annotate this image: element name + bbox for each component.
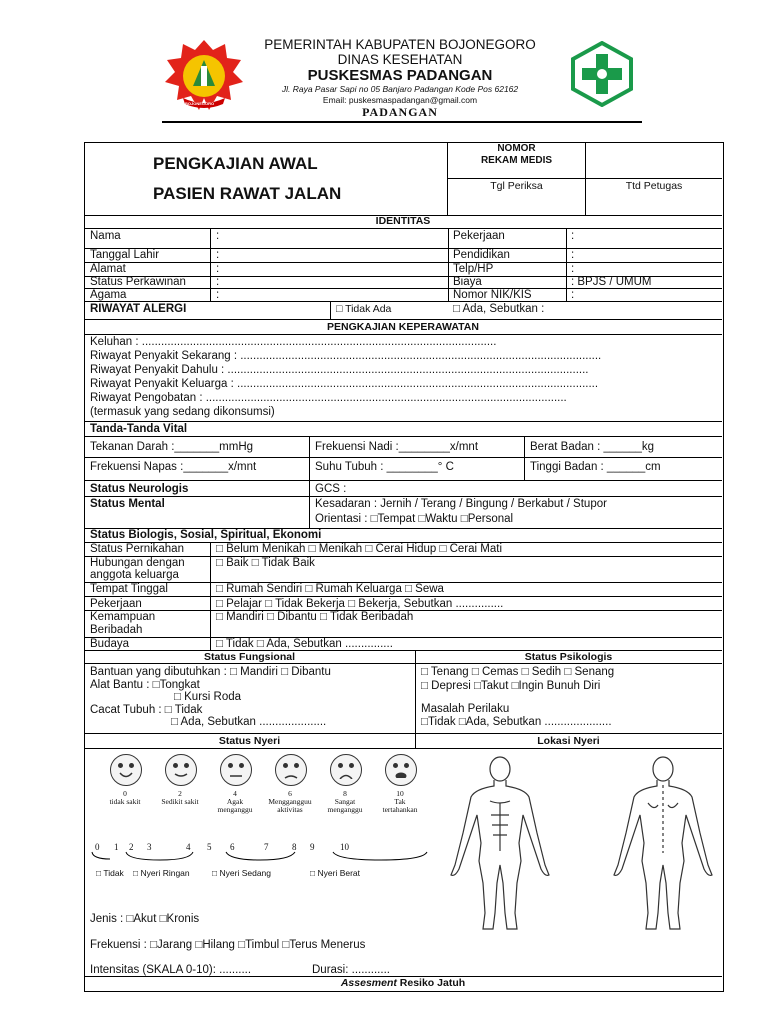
pengobatan-note: (termasuk yang sedang dikonsumsi): [90, 406, 275, 418]
bantuan-options[interactable]: Bantuan yang dibutuhkan : □ Mandiri □ Dibantu: [90, 666, 331, 678]
face-label-10: Tak tertahankan: [382, 797, 418, 814]
tanggal-lahir-label: Tanggal Lahir: [90, 249, 160, 261]
header-line2: DINAS KESEHATAN: [337, 52, 463, 67]
alergi-tidak-checkbox[interactable]: □ Tidak Ada: [336, 303, 392, 315]
cacat-tubuh-options[interactable]: Cacat Tubuh : □ Tidak: [90, 704, 203, 716]
pendidikan-field[interactable]: :: [571, 249, 575, 261]
kursi-roda-checkbox[interactable]: □ Kursi Roda: [174, 691, 242, 703]
face-label-2: Sedikit sakit: [161, 797, 199, 806]
kesadaran-options[interactable]: Kesadaran : Jernih / Terang / Bingung / Berkabut / Stupor: [315, 498, 607, 510]
scale-num: 4: [186, 842, 191, 852]
riwayat-keluarga-line[interactable]: Riwayat Penyakit Keluarga : .................................................................................................................: [90, 378, 599, 390]
status-perkawinan-label: Status Perkawinan: [90, 276, 186, 288]
scale-num: 0: [95, 842, 100, 852]
nik-label: Nomor NIK/KIS: [453, 289, 532, 301]
rule: [84, 748, 722, 749]
face-num-4: 4: [233, 789, 237, 798]
biaya-label: Biaya: [453, 276, 482, 288]
face-icon-0: [110, 754, 142, 786]
rule: [84, 228, 722, 229]
footer-resiko-jatuh: Resiko Jatuh: [396, 977, 466, 989]
face-icon-6: [275, 754, 307, 786]
masalah-perilaku-label: Masalah Perilaku: [421, 703, 510, 715]
id-col1: [210, 228, 211, 301]
rule-v: [309, 480, 310, 528]
ibadah-label: Kemampuan: [90, 611, 156, 623]
rule: [84, 637, 722, 638]
rule: [84, 421, 722, 422]
masalah-perilaku-options[interactable]: □Tidak □Ada, Sebutkan .....................: [421, 716, 612, 728]
durasi-field[interactable]: Durasi: ............: [312, 964, 390, 976]
tanggal-lahir-field[interactable]: :: [216, 249, 220, 261]
rule: [84, 334, 722, 335]
neurologis-label: Status Neurologis: [90, 483, 189, 495]
rule: [84, 301, 722, 302]
rule: [84, 319, 722, 320]
riwayat-sekarang-line[interactable]: Riwayat Penyakit Sekarang : .................................................................................................................: [90, 350, 602, 362]
nomor-rm-field[interactable]: [586, 143, 721, 177]
id-col2: [448, 228, 449, 301]
hubungan-keluarga-label: Hubungan dengan: [90, 557, 185, 569]
pekerjaan-bio-label: Pekerjaan: [90, 598, 142, 610]
nyeri-berat-checkbox[interactable]: □ Nyeri Berat: [310, 868, 361, 878]
alat-bantu-options[interactable]: Alat Bantu : □Tongkat: [90, 679, 200, 691]
face-num-8: 8: [343, 789, 347, 798]
pekerjaan-label: Pekerjaan: [453, 230, 505, 242]
budaya-label: Budaya: [90, 638, 130, 650]
pekerjaan-bio-options[interactable]: □ Pelajar □ Tidak Bekerja □ Bekerja, Sebutkan ...............: [216, 598, 504, 610]
pain-faces-scale: [96, 752, 426, 824]
orientasi-options[interactable]: Orientasi : □Tempat □Waktu □Personal: [315, 513, 514, 525]
tinggi-badan-field[interactable]: Tinggi Badan : ______cm: [530, 461, 661, 473]
gcs-field[interactable]: GCS :: [315, 483, 347, 495]
scale-num: 7: [264, 842, 269, 852]
nyeri-sedang-checkbox[interactable]: □ Nyeri Sedang: [212, 868, 271, 878]
id-col3: [566, 228, 567, 301]
alamat-label: Alamat: [90, 263, 126, 275]
seal-text: BOJONEGORO: [185, 101, 215, 106]
face-icon-8: [330, 754, 362, 786]
nik-field[interactable]: :: [571, 289, 575, 301]
header-sub: PADANGAN: [362, 105, 438, 119]
tempat-tinggal-options[interactable]: □ Rumah Sendiri □ Rumah Keluarga □ Sewa: [216, 583, 444, 595]
suhu-tubuh-field[interactable]: Suhu Tubuh : ________° C: [315, 461, 454, 473]
pekerjaan-field[interactable]: :: [571, 230, 575, 242]
tgl-periksa-label: Tgl Periksa: [490, 180, 543, 192]
rule: [84, 480, 722, 481]
title-hline: [447, 178, 722, 179]
nyeri-ringan-checkbox[interactable]: □ Nyeri Ringan: [133, 868, 190, 878]
face-label-6: Menggangguu aktivitas: [268, 797, 312, 814]
puskesmas-logo-icon: [569, 41, 635, 107]
header-divider: [162, 121, 642, 123]
face-label-0: tidak sakit: [109, 797, 141, 806]
nomor-label: NOMOR: [497, 143, 536, 154]
telp-field[interactable]: :: [571, 263, 575, 275]
face-num-6: 6: [288, 789, 292, 798]
scale-num: 1: [114, 842, 119, 852]
rekam-medis-label: REKAM MEDIS: [480, 155, 553, 166]
psikologis-options-2[interactable]: □ Depresi □Takut □Ingin Bunuh Diri: [421, 680, 601, 692]
pendidikan-label: Pendidikan: [453, 249, 510, 261]
scale-num: 10: [340, 842, 349, 852]
ttd-petugas-label: Ttd Petugas: [625, 180, 683, 192]
rule: [84, 457, 722, 458]
psikologis-options-1[interactable]: □ Tenang □ Cemas □ Sedih □ Senang: [421, 666, 615, 678]
keperawatan-heading: PENGKAJIAN KEPERAWATAN: [327, 321, 479, 333]
header-line3: PUSKESMAS PADANGAN: [307, 67, 493, 84]
fungsional-heading: Status Fungsional: [203, 651, 295, 663]
alergi-ada-checkbox[interactable]: □ Ada, Sebutkan :: [453, 303, 545, 315]
numeric-scale: [90, 838, 430, 868]
alamat-field[interactable]: :: [216, 263, 220, 275]
riwayat-pengobatan-line[interactable]: Riwayat Pengobatan : .................................................................................................................: [90, 392, 567, 404]
rule: [84, 496, 722, 497]
tekanan-darah-field[interactable]: Tekanan Darah :_______mmHg: [90, 441, 254, 453]
footer-heading: [84, 977, 722, 990]
scale-num: 3: [147, 842, 152, 852]
face-label-8: Sangat menganggu: [327, 797, 363, 814]
face-num-2: 2: [178, 789, 182, 798]
header-line1: PEMERINTAH KABUPATEN BOJONEGORO: [264, 37, 536, 52]
tempat-tinggal-label: Tempat Tinggal: [90, 583, 168, 595]
rule: [84, 663, 722, 664]
biaya-field[interactable]: : BPJS / UMUM: [571, 276, 652, 288]
face-num-0: 0: [123, 789, 127, 798]
scale-num: 2: [129, 842, 134, 852]
rule: [84, 733, 722, 734]
keluhan-line[interactable]: Keluhan : ...............................................................................................................: [90, 336, 497, 348]
rule: [84, 436, 722, 437]
status-perkawinan-field[interactable]: :: [216, 276, 220, 288]
scale-num: 5: [207, 842, 212, 852]
status-pernikahan-options[interactable]: □ Belum Menikah □ Menikah □ Cerai Hidup □ Cerai Mati: [216, 543, 503, 555]
nyeri-tidak-checkbox[interactable]: □ Tidak: [96, 868, 124, 878]
hubungan-keluarga-label-2: anggota keluarga: [90, 569, 179, 581]
rule: [84, 596, 722, 597]
face-num-10: 10: [396, 789, 404, 798]
nama-field[interactable]: :: [216, 230, 220, 242]
face-icon-2: [165, 754, 197, 786]
hubungan-keluarga-options[interactable]: □ Baik □ Tidak Baik: [216, 557, 315, 569]
ibadah-options[interactable]: □ Mandiri □ Dibantu □ Tidak Beribadah: [216, 611, 414, 623]
agama-label: Agama: [90, 289, 127, 301]
riwayat-dahulu-line[interactable]: Riwayat Penyakit Dahulu : .................................................................................................................: [90, 364, 589, 376]
identitas-heading: IDENTITAS: [375, 215, 431, 227]
frekuensi-napas-field[interactable]: Frekuensi Napas :_______x/mnt: [90, 461, 257, 473]
nama-label: Nama: [90, 230, 121, 242]
status-pernikahan-label: Status Pernikahan: [90, 543, 184, 555]
scale-num: 8: [292, 842, 297, 852]
header-address: Jl. Raya Pasar Sapi no 05 Banjaro Padangan Kode Pos 62162: [281, 84, 519, 94]
intensitas-field[interactable]: Intensitas (SKALA 0-10): ..........: [90, 964, 252, 976]
telp-label: Telp/HP: [453, 263, 494, 275]
biologis-heading: Status Biologis, Sosial, Spiritual, Ekonomi: [90, 529, 322, 541]
budaya-options[interactable]: □ Tidak □ Ada, Sebutkan ...............: [216, 638, 393, 650]
psikologis-heading: Status Psikologis: [524, 651, 613, 663]
scale-num: 6: [230, 842, 235, 852]
scale-brackets: [90, 850, 430, 864]
face-icon-10: [385, 754, 417, 786]
mental-label: Status Mental: [90, 498, 165, 510]
agama-field[interactable]: :: [216, 289, 220, 301]
face-icon-4: [220, 754, 252, 786]
vital-heading: Tanda-Tanda Vital: [90, 423, 188, 435]
body-front-diagram[interactable]: [445, 753, 555, 935]
footer-assesment: Assesment: [340, 977, 397, 989]
rule-v: [524, 436, 525, 480]
rule-v: [309, 436, 310, 480]
jenis-nyeri-options[interactable]: Jenis : □Akut □Kronis: [90, 913, 200, 925]
form-title-line2: PASIEN RAWAT JALAN: [153, 184, 342, 203]
rule: [84, 262, 722, 263]
rule-v: [330, 301, 331, 319]
berat-badan-field[interactable]: Berat Badan : ______kg: [530, 441, 655, 453]
scale-num: 9: [310, 842, 315, 852]
header-email: Email: puskesmaspadangan@gmail.com: [322, 95, 478, 105]
rule: [84, 248, 722, 249]
face-label-4: Agak menganggu: [217, 797, 253, 814]
form-title-line1: PENGKAJIAN AWAL: [153, 154, 318, 173]
frekuensi-nadi-field[interactable]: Frekuensi Nadi :________x/mnt: [315, 441, 479, 453]
riwayat-alergi-label: RIWAYAT ALERGI: [90, 303, 187, 315]
ibadah-label-2: Beribadah: [90, 624, 143, 636]
frekuensi-nyeri-options[interactable]: Frekuensi : □Jarang □Hilang □Timbul □Terus Menerus: [90, 939, 366, 951]
lokasi-nyeri-heading: Lokasi Nyeri: [537, 735, 600, 747]
body-back-diagram[interactable]: [608, 753, 718, 935]
cacat-ada-checkbox[interactable]: □ Ada, Sebutkan .....................: [171, 716, 327, 728]
status-nyeri-heading: Status Nyeri: [218, 735, 281, 747]
